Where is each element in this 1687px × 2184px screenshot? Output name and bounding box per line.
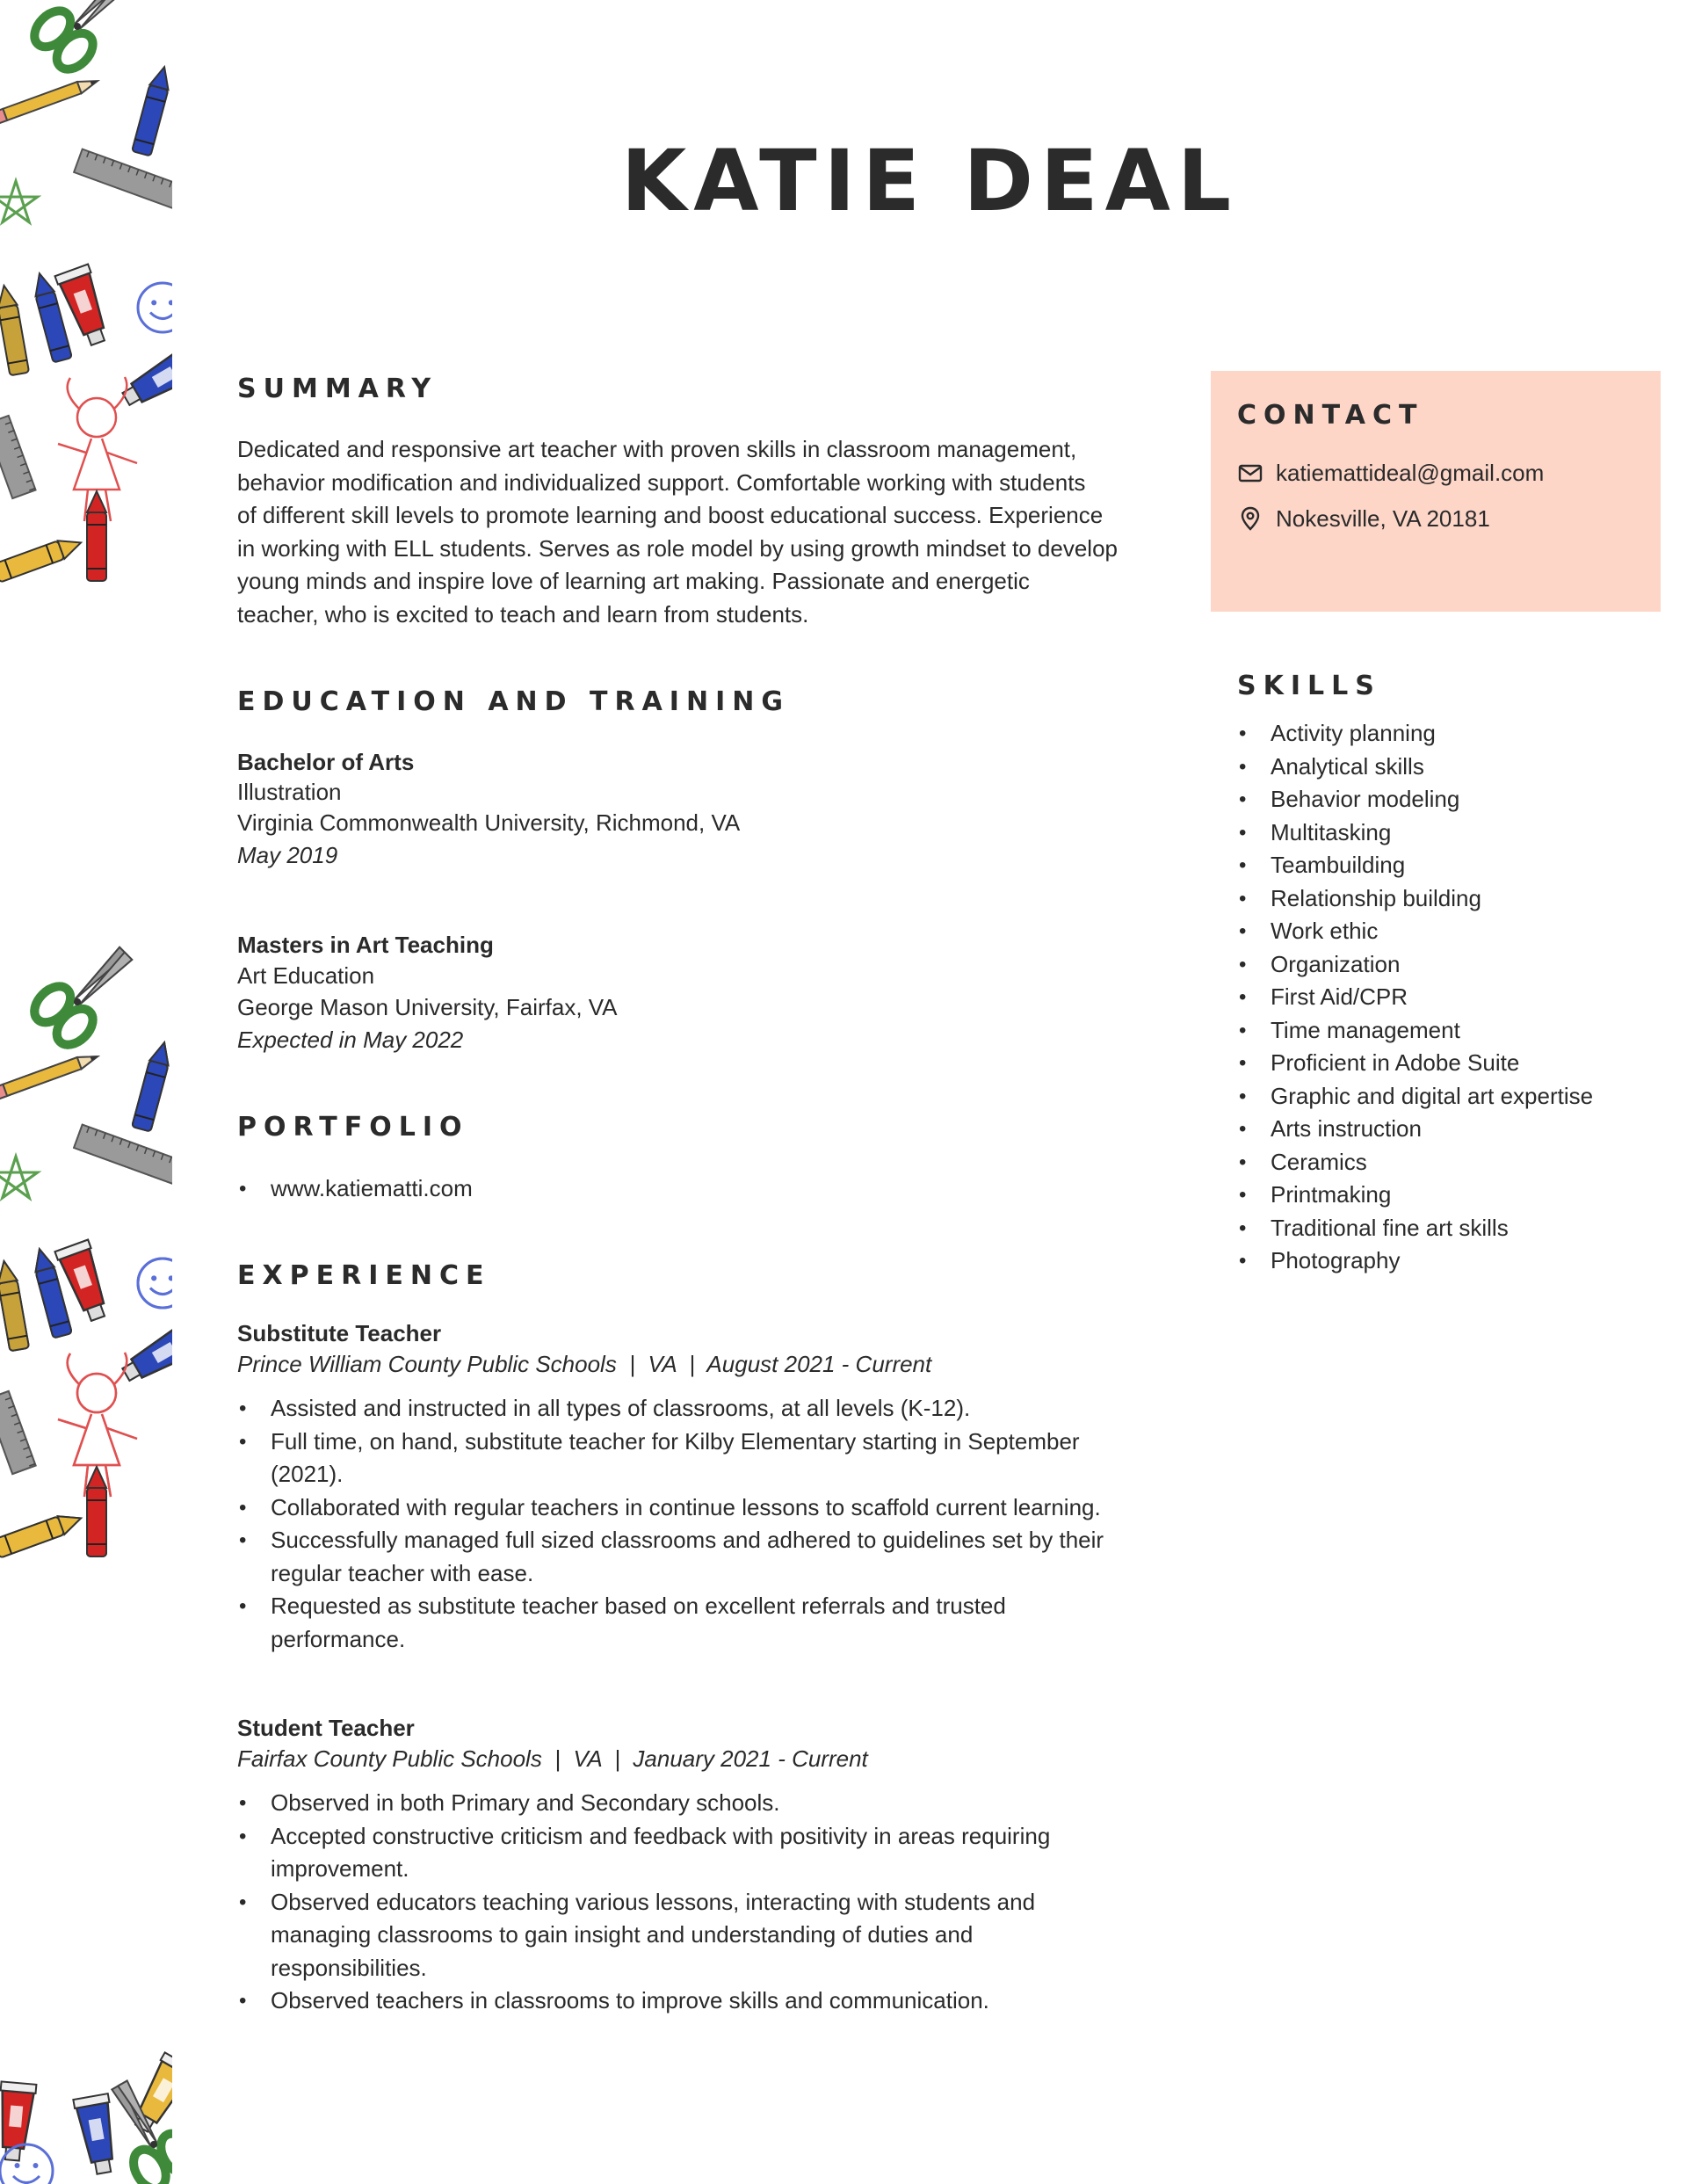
field-of-study: Art Education xyxy=(237,962,375,989)
contact-email-row[interactable] xyxy=(1237,458,1544,488)
ruler-icon xyxy=(0,416,36,498)
school: George Mason University, Fairfax, VA xyxy=(237,994,618,1020)
skill-item: • Relationship building xyxy=(1237,882,1659,916)
contact-heading: CONTACT xyxy=(1237,400,1424,431)
job-meta: Prince William County Public Schools | VA | August 2021 - Current xyxy=(237,1351,932,1377)
duty-item: • Assisted and instructed in all types of classrooms, at all levels (K-12). xyxy=(237,1392,1195,1426)
contact-location: Nokesville, VA 20181 xyxy=(1276,505,1490,532)
education-entry xyxy=(237,747,740,872)
duty-item: • Accepted constructive criticism and feedback with positivity in areas requiring improvement. xyxy=(237,1820,1195,1886)
job-title: Substitute Teacher xyxy=(237,1320,442,1346)
experience-heading: EXPERIENCE xyxy=(237,1260,491,1291)
crayon-icon xyxy=(0,1509,84,1558)
star-doodle-icon xyxy=(0,181,38,222)
skills-list xyxy=(1237,717,1659,1278)
portfolio-list xyxy=(237,1172,473,1206)
skill-item: • Graphic and digital art expertise xyxy=(1237,1080,1659,1114)
job-duties xyxy=(237,1392,1195,1656)
envelope-icon xyxy=(1237,460,1263,486)
degree: Bachelor of Arts xyxy=(237,749,415,775)
summary-line: young minds and inspire love of learning art making. Passionate and energetic xyxy=(237,568,1030,594)
duty-item: • Full time, on hand, substitute teacher for Kilby Elementary starting in September (2021). xyxy=(237,1426,1195,1491)
education-entry xyxy=(237,930,618,1056)
duty-item: • Observed in both Primary and Secondary schools. xyxy=(237,1787,1195,1820)
scissors-icon xyxy=(27,0,147,76)
contact-box xyxy=(1211,371,1661,612)
crayon-icon xyxy=(132,1040,172,1131)
job-entry xyxy=(237,1713,1195,2018)
smiley-doodle-icon xyxy=(138,1259,172,1308)
job-entry xyxy=(237,1318,1195,1656)
summary-line: in working with ELL students. Serves as role model by using growth mindset to develop xyxy=(237,534,1119,562)
skills-heading: SKILLS xyxy=(1237,671,1381,701)
paint-tube-icon xyxy=(0,2081,36,2161)
summary-line: teacher, who is excited to teach and learn from students. xyxy=(237,600,809,628)
skill-item: • Behavior modeling xyxy=(1237,783,1659,816)
job-title: Student Teacher xyxy=(237,1715,415,1741)
crayon-icon xyxy=(0,284,29,375)
skill-item: • Teambuilding xyxy=(1237,849,1659,882)
skill-item: • Work ethic xyxy=(1237,915,1659,948)
skill-item: • Proficient in Adobe Suite xyxy=(1237,1047,1659,1080)
crayon-icon xyxy=(0,533,84,583)
skill-item: • Printmaking xyxy=(1237,1179,1659,1212)
scissors-icon xyxy=(27,932,147,1052)
crayon-icon xyxy=(0,1259,29,1351)
skill-item: • First Aid/CPR xyxy=(1237,981,1659,1014)
summary-text xyxy=(237,433,1177,631)
skill-item: • Multitasking xyxy=(1237,816,1659,850)
skill-item: • Traditional fine art skills xyxy=(1237,1212,1659,1245)
contact-location-row xyxy=(1237,504,1490,533)
job-meta: Fairfax County Public Schools | VA | January 2021 - Current xyxy=(237,1745,868,1772)
star-doodle-icon xyxy=(0,1157,38,1198)
ruler-icon xyxy=(74,1125,172,1187)
skill-item: • Arts instruction xyxy=(1237,1113,1659,1146)
crayon-icon xyxy=(132,64,172,156)
field-of-study: Illustration xyxy=(237,779,342,805)
skill-item: • Organization xyxy=(1237,948,1659,982)
skill-item: • Ceramics xyxy=(1237,1146,1659,1179)
location-pin-icon xyxy=(1237,505,1263,532)
crayon-icon xyxy=(87,1467,106,1556)
ruler-icon xyxy=(74,149,172,212)
skill-item: • Activity planning xyxy=(1237,717,1659,751)
graduation-date: May 2019 xyxy=(237,842,338,868)
duty-item: • Requested as substitute teacher based on excellent referrals and trusted performance. xyxy=(237,1590,1195,1656)
duty-item: • Observed teachers in classrooms to improve skills and communication. xyxy=(237,1984,1195,2018)
summary-line: Dedicated and responsive art teacher with proven skills in classroom management, xyxy=(237,436,1077,462)
contact-email[interactable]: katiemattideal@gmail.com xyxy=(1276,460,1545,486)
pencil-icon xyxy=(0,76,99,124)
ruler-icon xyxy=(0,1391,36,1474)
smiley-doodle-icon xyxy=(0,2144,53,2184)
smiley-doodle-icon xyxy=(138,1259,172,1308)
portfolio-heading: PORTFOLIO xyxy=(237,1112,469,1143)
skill-item: • Time management xyxy=(1237,1014,1659,1048)
summary-heading: SUMMARY xyxy=(237,374,438,404)
job-duties xyxy=(237,1787,1195,2018)
summary-line: behavior modification and individualized support. Comfortable working with students xyxy=(237,468,1086,496)
summary-line: of different skill levels to promote learning and boost educational success. Experience xyxy=(237,502,1104,528)
skill-item: • Photography xyxy=(1237,1244,1659,1278)
decorative-art-supplies-border xyxy=(0,0,172,2184)
paint-tube-icon xyxy=(73,2093,121,2176)
duty-item: • Collaborated with regular teachers in continue lessons to scaffold current learning. xyxy=(237,1491,1195,1525)
graduation-date: Expected in May 2022 xyxy=(237,1027,464,1053)
candidate-name: KATIE DEAL xyxy=(620,132,1239,230)
duty-item: • Successfully managed full sized classrooms and adhered to guidelines set by their regular teacher with ease. xyxy=(237,1524,1195,1590)
smiley-doodle-icon xyxy=(138,283,172,332)
skill-item: • Analytical skills xyxy=(1237,751,1659,784)
degree: Masters in Art Teaching xyxy=(237,932,494,958)
pencil-icon xyxy=(0,1051,99,1099)
portfolio-link[interactable]: • www.katiematti.com xyxy=(237,1172,473,1206)
education-heading: EDUCATION AND TRAINING xyxy=(237,686,790,717)
school: Virginia Commonwealth University, Richmond, VA xyxy=(237,809,741,836)
crayon-icon xyxy=(87,491,106,581)
duty-item: • Observed educators teaching various lessons, interacting with students and managing classrooms to gain insight and understanding of duties and responsibilities. xyxy=(237,1886,1195,1985)
